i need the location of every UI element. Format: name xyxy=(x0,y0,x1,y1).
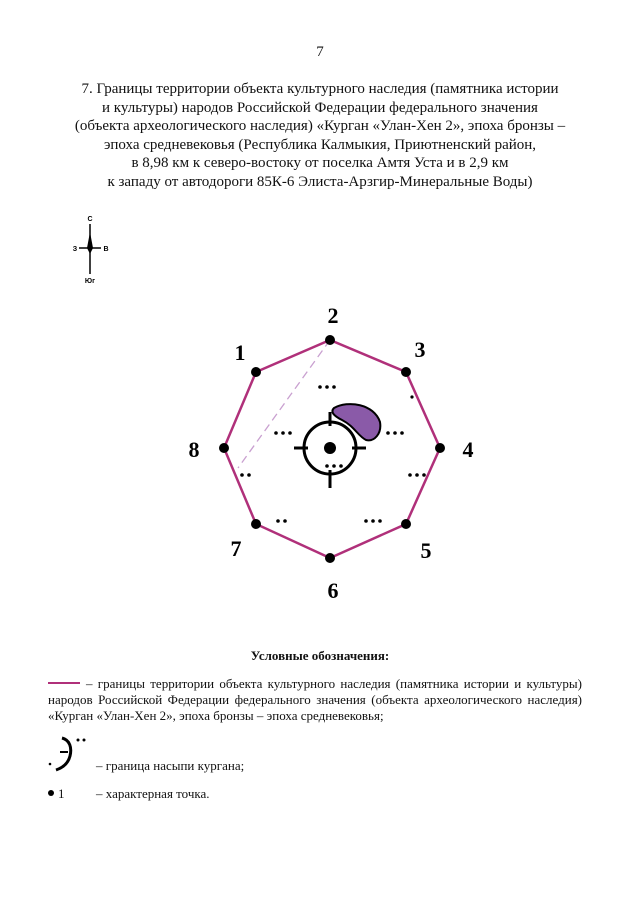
center-marker-inner xyxy=(324,442,336,454)
title-line: эпоха средневековья (Республика Калмыкия, Приютненский район, xyxy=(103,136,537,153)
legend-point-text: – характерная точка. xyxy=(96,786,210,801)
title-line: к западу от автодороги 85К-6 Элиста-Арзгир-Минеральные Воды) xyxy=(107,173,533,190)
compass-east: В xyxy=(103,246,109,253)
compass-rose-icon xyxy=(70,214,114,286)
compass-north: С xyxy=(87,216,93,223)
point-marker xyxy=(435,443,445,453)
point-label: 5 xyxy=(420,538,432,563)
point-label: 3 xyxy=(414,337,426,362)
legend-heading: Условные обозначения: xyxy=(250,648,390,663)
legend-point-number: 1 xyxy=(58,786,65,801)
point-dot-icon xyxy=(48,790,54,796)
territory-scheme xyxy=(170,290,490,610)
title-line: в 8,98 км к северо-востоку от поселка Амтя Уста и в 2,9 км xyxy=(131,155,509,171)
compass-west: З xyxy=(72,246,78,253)
point-label: 2 xyxy=(327,303,339,328)
compass-south: Юг xyxy=(84,278,96,285)
legend-item-boundary xyxy=(48,676,582,724)
page-number: 7 xyxy=(316,44,324,60)
point-marker xyxy=(401,519,411,529)
point-marker xyxy=(251,367,261,377)
mound-boundary-icon xyxy=(48,734,96,774)
point-label: 4 xyxy=(462,437,474,462)
legend-boundary-text: – границы территории объекта культурного наследия (памятника истории и культуры) народов Российской Федерации федерального значения (объекта археологического наследия) «Курган «Улан-Хен 2», эпоха бронзы – эпоха средневековья; xyxy=(48,676,582,723)
point-marker xyxy=(325,335,335,345)
point-label: 6 xyxy=(327,578,339,603)
legend-mound-text: – граница насыпи кургана; xyxy=(96,758,245,773)
legend-item-point xyxy=(48,786,582,804)
document-title xyxy=(60,80,580,191)
title-line: и культуры) народов Российской Федерации федерального значения xyxy=(102,99,538,116)
point-label: 8 xyxy=(188,437,200,462)
legend-item-mound xyxy=(48,734,582,774)
dot-clusters xyxy=(240,385,426,523)
title-line: (объекта археологического наследия) «Курган «Улан-Хен 2», эпоха бронзы – xyxy=(74,118,566,134)
point-marker xyxy=(401,367,411,377)
boundary-line-swatch xyxy=(48,682,80,684)
point-label: 7 xyxy=(230,536,242,561)
point-marker xyxy=(325,553,335,563)
point-label: 1 xyxy=(234,340,246,365)
point-marker xyxy=(251,519,261,529)
mound-shape xyxy=(332,404,380,440)
title-line: 7. Границы территории объекта культурного наследия (памятника истории xyxy=(81,81,559,97)
point-marker xyxy=(219,443,229,453)
